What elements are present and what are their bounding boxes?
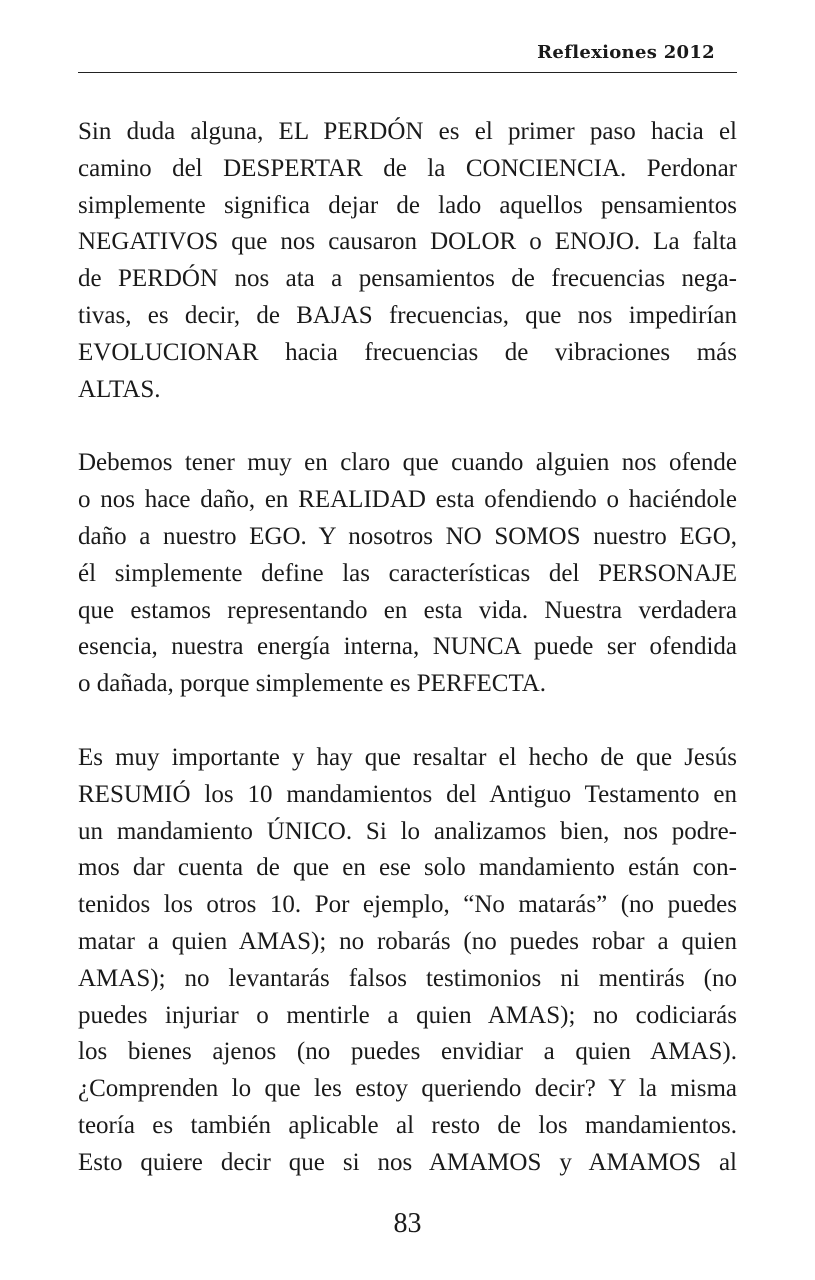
text-line: Debemos tener muy en claro que cuando alguien nos ofende (78, 449, 737, 477)
text-line: él simplemente define las características del PERSONAJE (78, 559, 737, 587)
text-line: Es muy importante y hay que resaltar el hecho de que Jesús (78, 743, 737, 771)
text-line: o nos hace daño, en REALIDAD esta ofendiendo o haciéndole (78, 486, 737, 514)
text-line: simplemente significa dejar de lado aquellos pensamientos (78, 191, 737, 219)
body-text (78, 114, 737, 1219)
text-line: tenidos los otros 10. Por ejemplo, “No matarás” (no puedes (78, 891, 737, 919)
text-line: tivas, es decir, de BAJAS frecuencias, que nos impedirían (78, 301, 737, 329)
text-line: mos dar cuenta de que en ese solo mandamiento están con- (78, 854, 737, 882)
paragraph-1 (78, 114, 737, 408)
text-line: camino del DESPERTAR de la CONCIENCIA. Perdonar (78, 154, 737, 182)
text-line: EVOLUCIONAR hacia frecuencias de vibraciones más (78, 338, 737, 366)
running-header (78, 38, 737, 73)
page-number: 83 (393, 1208, 422, 1239)
text-line: AMAS); no levantarás falsos testimonios ni mentirás (no (78, 964, 737, 992)
text-line: que estamos representando en esta vida. Nuestra verdadera (78, 596, 737, 624)
text-line: los bienes ajenos (no puedes envidiar a quien AMAS). (78, 1038, 737, 1066)
text-line: ¿Comprenden lo que les estoy queriendo decir? Y la misma (78, 1075, 737, 1103)
text-line: o dañada, porque simplemente es PERFECTA. (78, 670, 547, 698)
text-line: esencia, nuestra energía interna, NUNCA puede ser ofendida (78, 633, 737, 661)
text-line: RESUMIÓ los 10 mandamientos del Antiguo Testamento en (78, 780, 737, 808)
text-line: teoría es también aplicable al resto de los mandamientos. (78, 1111, 737, 1139)
text-line: un mandamiento ÚNICO. Si lo analizamos bien, nos podre- (78, 817, 737, 845)
text-line: de PERDÓN nos ata a pensamientos de frecuencias nega- (78, 265, 737, 293)
text-line: matar a quien AMAS); no robarás (no puedes robar a quien (78, 927, 737, 955)
book-title: Reflexiones 2012 (537, 42, 715, 63)
text-line: Esto quiere decir que si nos AMAMOS y AMAMOS al (78, 1148, 737, 1176)
text-line: Sin duda alguna, EL PERDÓN es el primer paso hacia el (78, 118, 737, 145)
text-line: ALTAS. (78, 375, 161, 403)
text-line: puedes injuriar o mentirle a quien AMAS); no codiciarás (78, 1001, 737, 1029)
text-line: daño a nuestro EGO. Y nosotros NO SOMOS nuestro EGO, (78, 522, 737, 550)
paragraph-2 (78, 445, 737, 703)
text-line: NEGATIVOS que nos causaron DOLOR o ENOJO. La falta (78, 228, 737, 256)
paragraph-3 (78, 740, 737, 1182)
